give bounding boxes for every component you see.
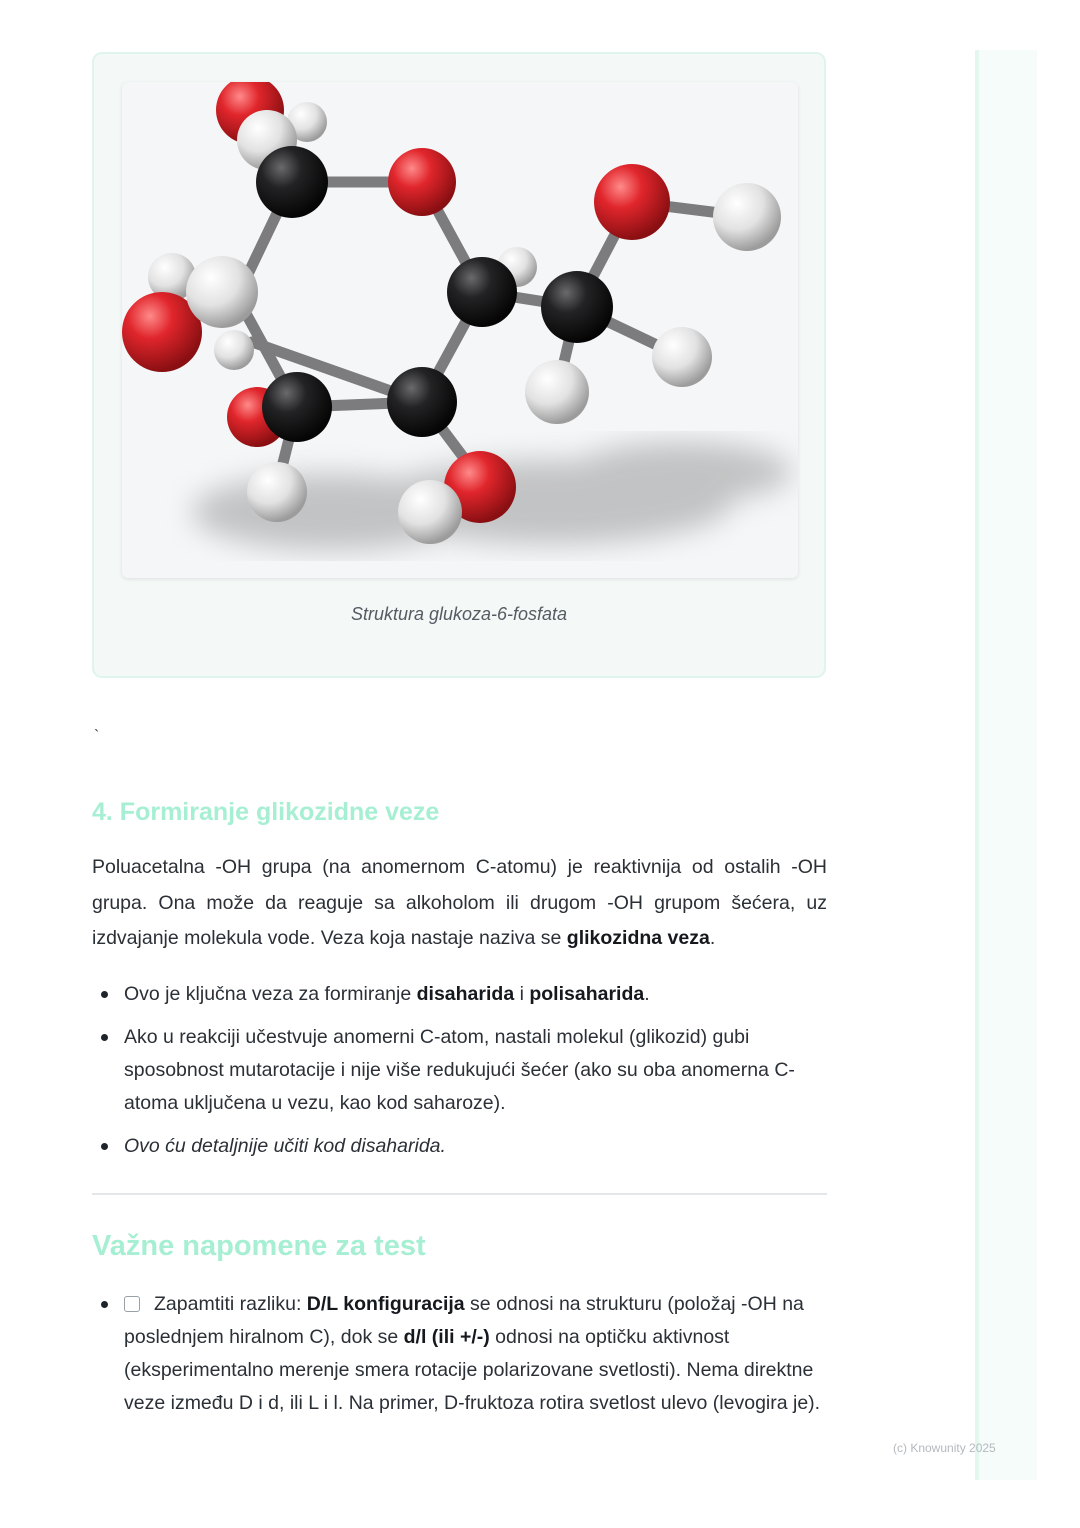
right-sidebar-strip bbox=[975, 50, 1037, 1480]
list-item-text: . bbox=[644, 983, 650, 1005]
bullet-list bbox=[92, 978, 827, 1173]
task-list bbox=[92, 1288, 827, 1430]
task-bold: d/l (ili +/-) bbox=[403, 1326, 490, 1348]
section-divider bbox=[92, 1193, 827, 1195]
task-checkbox[interactable] bbox=[124, 1296, 140, 1312]
task-text: se odnosi na strukturu (položaj -OH na poslednjem hiralnom C), dok se bbox=[124, 1293, 804, 1348]
section-paragraph bbox=[92, 850, 827, 957]
section-heading-test-notes: Važne napomene za test bbox=[92, 1230, 426, 1262]
list-item bbox=[92, 1130, 827, 1163]
paragraph-bold-term: glikozidna veza bbox=[566, 927, 710, 949]
task-bold: D/L konfiguracija bbox=[306, 1293, 465, 1315]
list-item-bold: polisaharida bbox=[529, 983, 645, 1005]
list-item bbox=[92, 978, 827, 1011]
stray-backtick: ` bbox=[94, 728, 100, 745]
list-item-text: Ako u reakciji učestvuje anomerni C-atom, nastali molekul (glikozid) gubi sposobnost mutarotacije i nije više redukujući šećer (ako su oba anomerna C-atoma uključena u vezu, kao kod saharoze). bbox=[124, 1026, 795, 1114]
figure-caption: Struktura glukoza-6-fosfata bbox=[350, 604, 568, 624]
task-list-item bbox=[92, 1288, 827, 1420]
task-text: Zapamtiti razliku: bbox=[154, 1293, 307, 1315]
paragraph-text: Poluacetalna -OH grupa (na anomernom C-atomu) je reaktivnija od ostalih -OH grupa. Ona može da reaguje sa alkoholom ili drugom -OH grupom šećera, uz izdvajanje molekula vode. Veza koja nastaje naziva se bbox=[92, 856, 827, 949]
task-text: odnosi na optičku aktivnost (eksperimentalno merenje smera rotacije polarizovane svetlosti). Nema direktne veze između D i d, ili L i l. Na primer, D-fruktoza rotira svetlost ulevo (levogira je). bbox=[124, 1326, 821, 1414]
list-item-italic-text: Ovo ću detaljnije učiti kod disaharida. bbox=[124, 1135, 446, 1157]
figure-card bbox=[92, 52, 826, 678]
footer-copyright: (c) Knowunity 2025 bbox=[893, 1441, 996, 1455]
list-item-text: i bbox=[514, 983, 530, 1005]
molecule-image bbox=[122, 82, 798, 578]
section-heading-glycosidic-bond: 4. Formiranje glikozidne veze bbox=[92, 798, 440, 826]
list-item-bold: disaharida bbox=[416, 983, 515, 1005]
paragraph-end: . bbox=[709, 927, 716, 949]
list-item bbox=[92, 1021, 827, 1120]
list-item-text: Ovo je ključna veza za formiranje bbox=[124, 983, 417, 1005]
